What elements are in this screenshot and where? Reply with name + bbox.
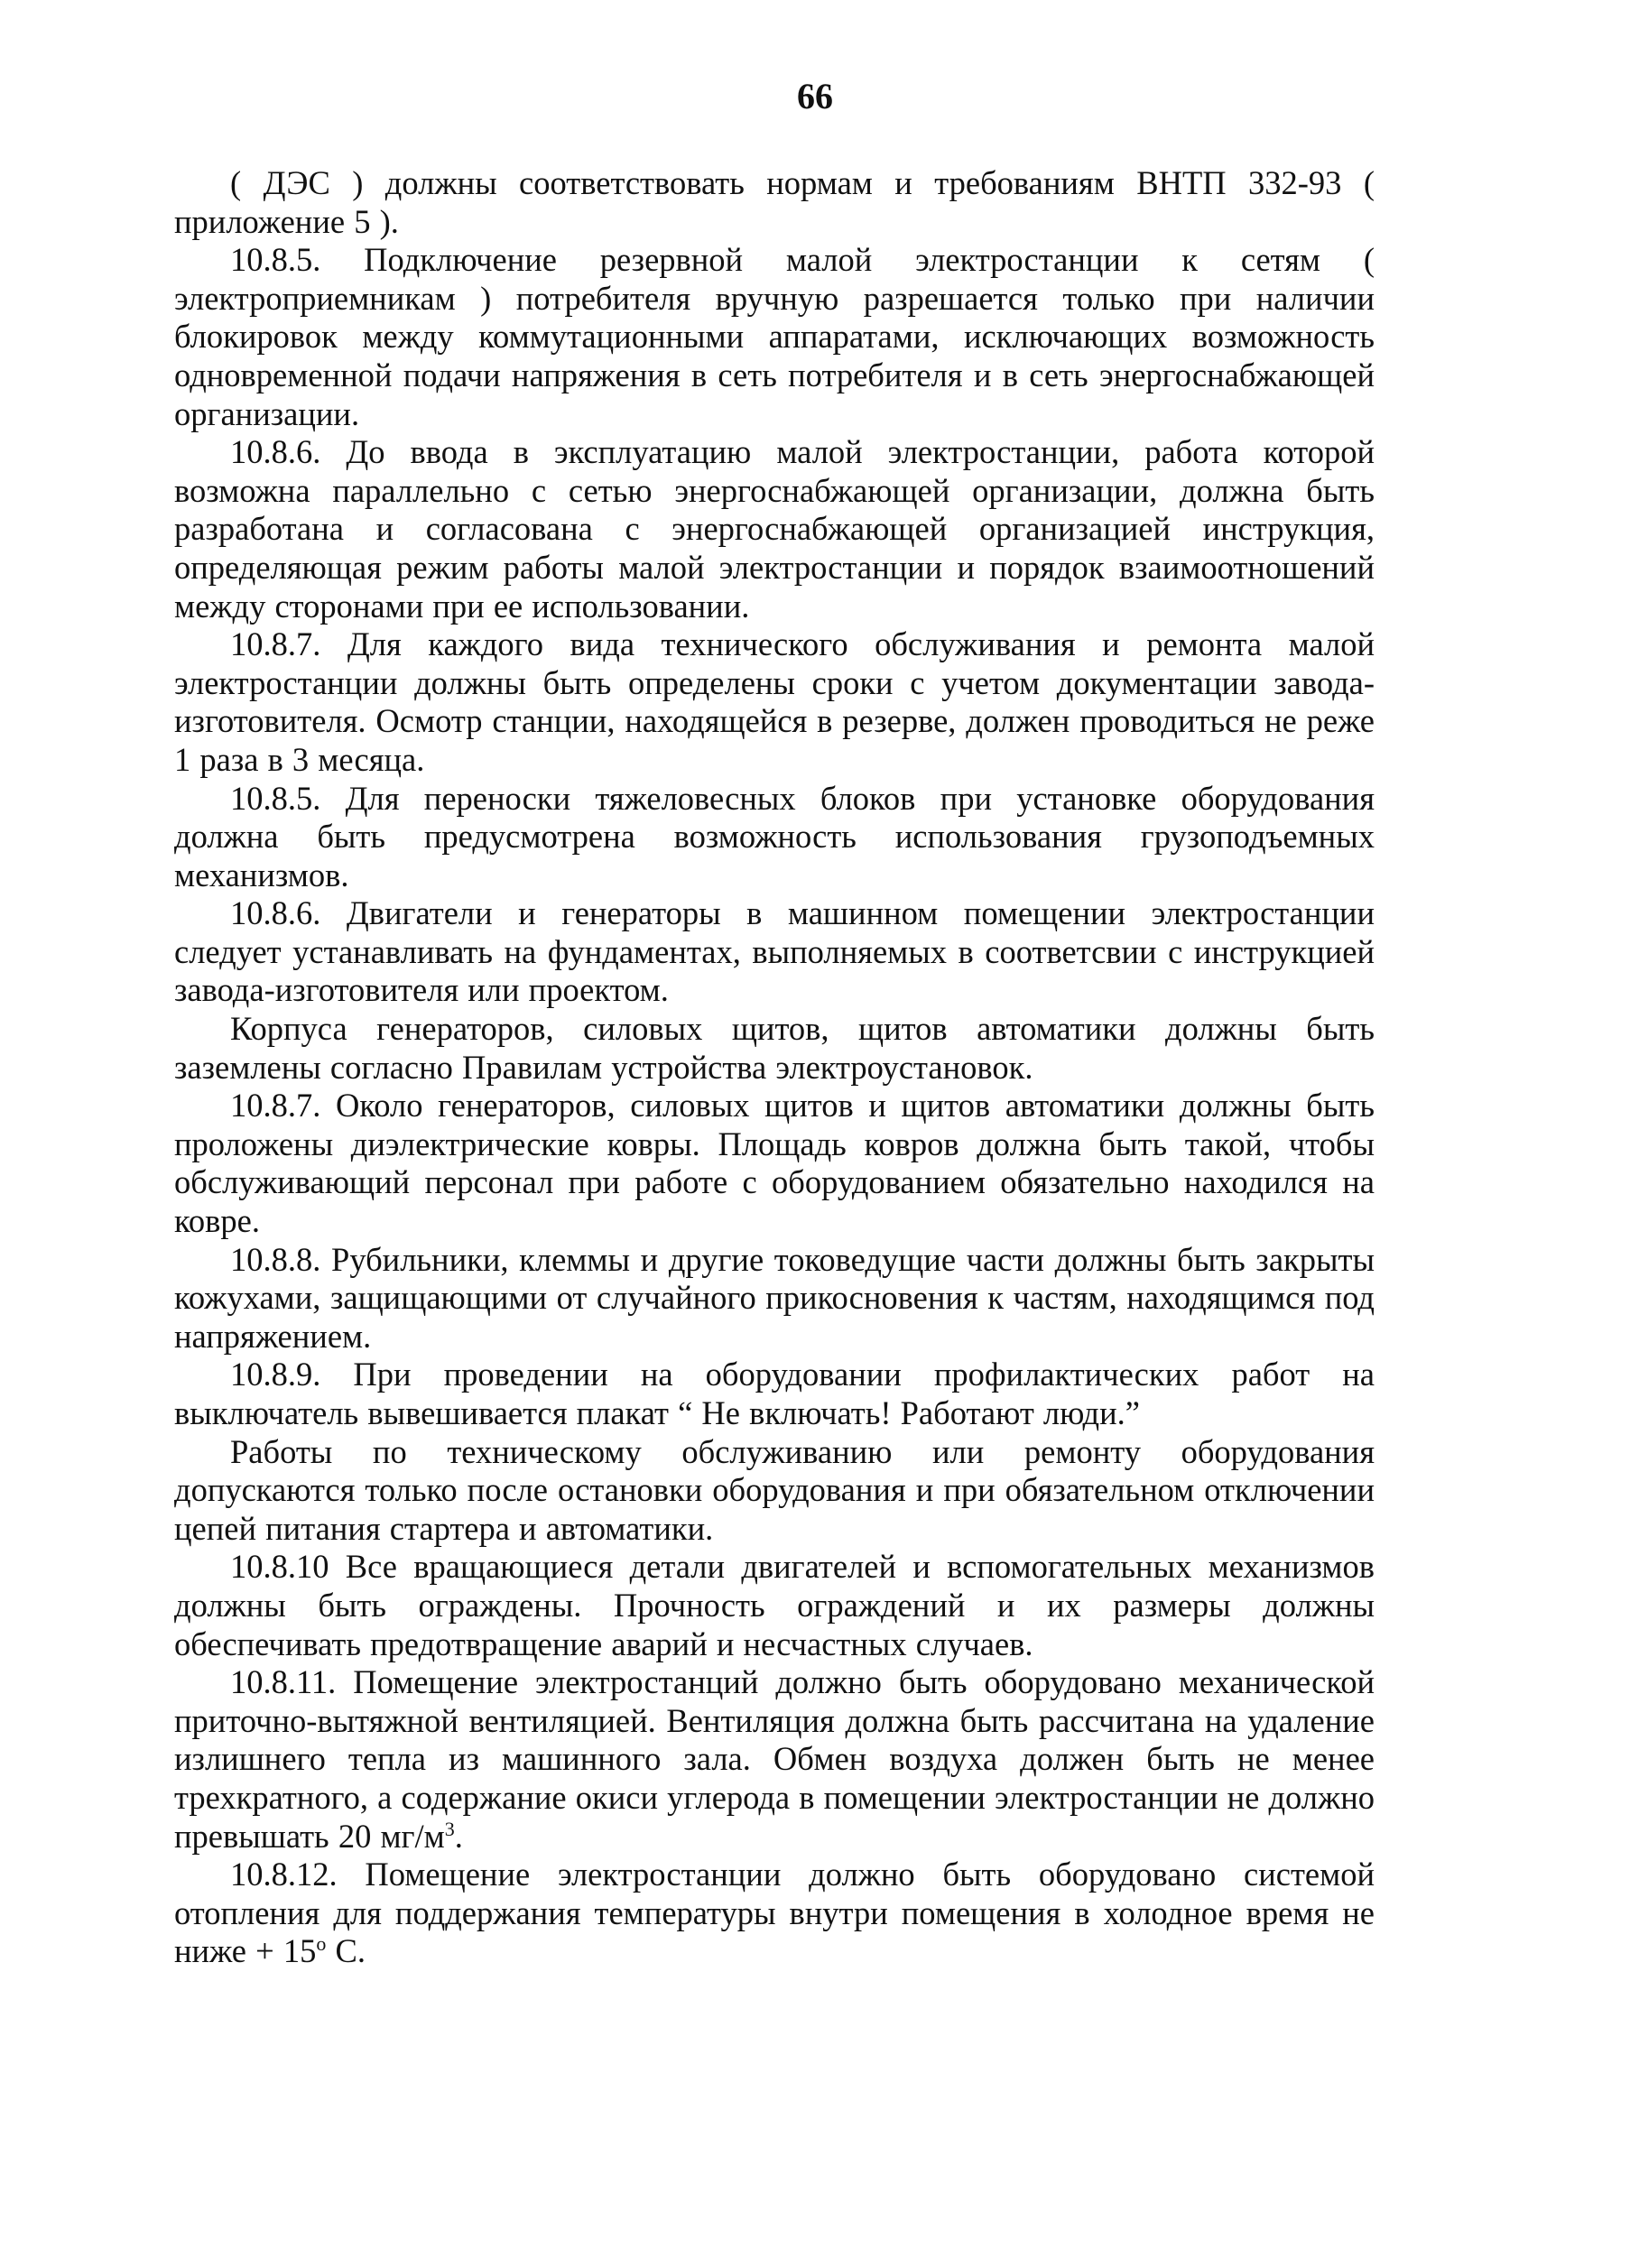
paragraph-10-8-11-ventilation xyxy=(174,1663,1375,1856)
document-body xyxy=(174,164,1375,1971)
superscript-cubic: 3 xyxy=(444,1817,455,1840)
paragraph-10-8-6-parallel: 10.8.6. До ввода в эксплуатацию малой электростанции, работа которой возможна параллельно с сетью энергоснабжающей организации, должна быть разработана и согласована с энергоснабжающей организацией инструкция, определяющая режим работы малой электростанции и порядок взаимоотношений между сторонами при ее использовании. xyxy=(174,433,1375,625)
paragraph-grounding: Корпуса генераторов, силовых щитов, щитов автоматики должны быть заземлены согласно Правилам устройства электроустановок. xyxy=(174,1010,1375,1086)
paragraph-10-8-5-connection: 10.8.5. Подключение резервной малой электростанции к сетям ( электроприемникам ) потребителя вручную разрешается только при наличии блокировок между коммутационными аппаратами, исключающих возможность одновременной подачи напряжения в сеть потребителя и в сеть энергоснабжающей организации. xyxy=(174,241,1375,432)
paragraph-10-8-7-carpets: 10.8.7. Около генераторов, силовых щитов и щитов автоматики должны быть проложены диэлектрические ковры. Площадь ковров должна быть такой, чтобы обслуживающий персонал при работе с оборудованием обязательно находился на ковре. xyxy=(174,1087,1375,1240)
superscript-degree: о xyxy=(316,1932,327,1956)
paragraph-10-8-11-text: 10.8.11. Помещение электростанций должно быть оборудовано механической приточно-вытяжной вентиляцией. Вентиляция должна быть рассчитана на удаление излишнего тепла из машинного зала. Обмен воздуха должен быть не менее трехкратного, а содержание окиси углерода в помещении электростанции не должно превышать 20 мг/м xyxy=(174,1663,1375,1855)
paragraph-intro: ( ДЭС ) должны соответствовать нормам и требованиям ВНТП 332-93 ( приложение 5 ). xyxy=(174,164,1375,240)
paragraph-10-8-11-tail: . xyxy=(454,1817,463,1855)
paragraph-10-8-7-maintenance: 10.8.7. Для каждого вида технического обслуживания и ремонта малой электростанции должны быть определены сроки с учетом документации завода-изготовителя. Осмотр станции, находящейся в резерве, должен проводиться не реже 1 раза в 3 месяца. xyxy=(174,625,1375,778)
paragraph-10-8-12-heating xyxy=(174,1856,1375,1971)
paragraph-10-8-5-lifting: 10.8.5. Для переноски тяжеловесных блоков при установке оборудования должна быть предусмотрена возможность использования грузоподъемных механизмов. xyxy=(174,779,1375,893)
paragraph-maintenance-works: Работы по техническому обслуживанию или ремонту оборудования допускаются только после остановки оборудования и при обязательном отключении цепей питания стартера и автоматики. xyxy=(174,1432,1375,1547)
paragraph-10-8-12-tail: С. xyxy=(326,1932,366,1970)
paragraph-10-8-12-text: 10.8.12. Помещение электростанции должно быть оборудовано системой отопления для поддержания температуры внутри помещения в холодное время не ниже + 15 xyxy=(174,1856,1375,1970)
paragraph-10-8-9-poster: 10.8.9. При проведении на оборудовании профилактических работ на выключатель вывешивается плакат “ Не включать! Работают люди.” xyxy=(174,1356,1375,1431)
paragraph-10-8-10-guards: 10.8.10 Все вращающиеся детали двигателей и вспомогательных механизмов должны быть ограждены. Прочность ограждений и их размеры должны обеспечивать предотвращение аварий и несчастных случаев. xyxy=(174,1548,1375,1662)
paragraph-10-8-8-covers: 10.8.8. Рубильники, клеммы и другие токоведущие части должны быть закрыты кожухами, защищающими от случайного прикосновения к частям, находящимся под напряжением. xyxy=(174,1240,1375,1355)
page-number: 66 xyxy=(797,76,833,116)
paragraph-10-8-6-foundations: 10.8.6. Двигатели и генераторы в машинном помещении электростанции следует устанавливать на фундаментах, выполняемых в соответсвии с инструкцией завода-изготовителя или проектом. xyxy=(174,894,1375,1009)
